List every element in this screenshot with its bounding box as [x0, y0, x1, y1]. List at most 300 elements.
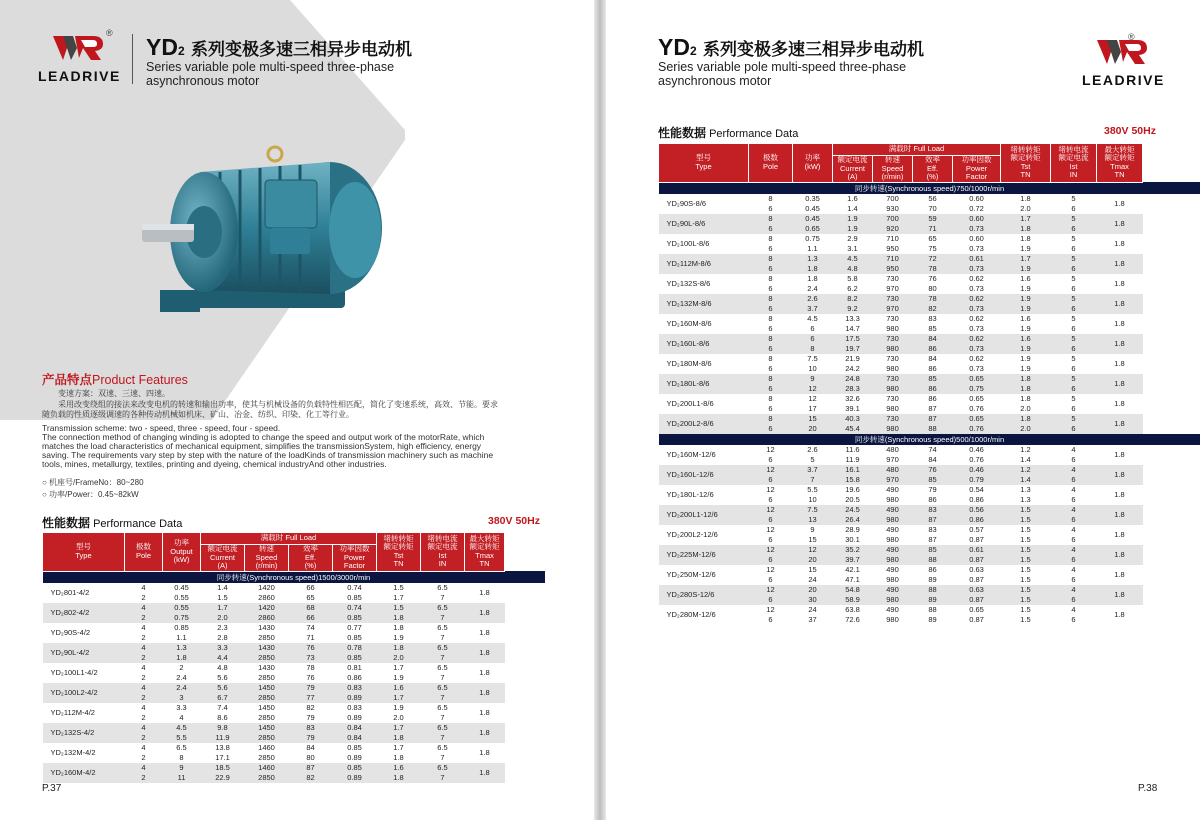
table-cell: 71 [289, 633, 333, 643]
table-cell: 3 [163, 693, 201, 703]
table-cell: 4 [125, 763, 163, 773]
table-cell: 78 [913, 294, 953, 304]
tmax-value: 1.8 [465, 583, 505, 603]
table-cell: 4 [125, 723, 163, 733]
section-label: 同步转速(Synchronous speed)1500/3000r/min [43, 571, 545, 583]
table-cell: 0.73 [953, 324, 1001, 334]
features-cn-line2: 采用改变绕组的接法来改变电机的转速和输出功率，使其与机械设备的负载特性相匹配，简化了变速系统，高效、节能。要求 [58, 400, 498, 409]
table-row [43, 603, 545, 613]
col-tmax: 最大转矩 额定转矩 Tmax TN [1097, 144, 1143, 183]
table-cell: 82 [289, 703, 333, 713]
table-cell: 6.5 [163, 743, 201, 753]
table-cell: 8 [749, 374, 793, 384]
table-cell: 0.74 [333, 603, 377, 613]
table-cell: 84 [913, 334, 953, 344]
table-row [43, 703, 545, 713]
table-row [659, 294, 1200, 304]
table-cell: 6 [1051, 224, 1097, 234]
table-cell: 0.85 [163, 623, 201, 633]
table-cell: 1.5 [1001, 565, 1051, 575]
table-cell: 4.5 [833, 254, 873, 264]
table-cell: 15 [793, 535, 833, 545]
table-cell: 0.62 [953, 334, 1001, 344]
table-cell: 17.5 [833, 334, 873, 344]
table-cell: 1.6 [1001, 274, 1051, 284]
table-cell: 0.85 [333, 763, 377, 773]
table-cell: 6.5 [421, 743, 465, 753]
table-cell: 1.9 [1001, 354, 1051, 364]
tmax-value: 1.8 [465, 703, 505, 723]
table-cell: 1430 [245, 643, 289, 653]
tmax-value: 1.8 [1097, 565, 1143, 585]
table-cell: 0.45 [793, 204, 833, 214]
table-cell: 6 [749, 204, 793, 214]
table-cell: 2 [125, 753, 163, 763]
tmax-value: 1.8 [465, 603, 505, 623]
table-cell: 2850 [245, 713, 289, 723]
table-cell: 1.6 [833, 194, 873, 204]
table-cell: 980 [873, 384, 913, 394]
table-cell: 2.0 [377, 713, 421, 723]
table-cell: 65 [289, 593, 333, 603]
table-cell: 0.72 [953, 204, 1001, 214]
table-cell: 4.5 [793, 314, 833, 324]
power-range: ○ 功率/Power：0.45~82kW [42, 490, 139, 499]
tmax-value: 1.8 [1097, 545, 1143, 565]
table-cell: 9 [793, 525, 833, 535]
table-cell: 66 [289, 583, 333, 593]
table-cell: 11 [163, 773, 201, 783]
table-cell: 490 [873, 485, 913, 495]
table-cell: 86 [913, 495, 953, 505]
model-type: YD₂160M-8/6 [659, 314, 749, 334]
tmax-value: 1.8 [1097, 274, 1143, 294]
table-cell: 12 [749, 585, 793, 595]
model-type: YD₂180M-8/6 [659, 354, 749, 374]
table-cell: 4 [125, 703, 163, 713]
table-cell: 68 [289, 603, 333, 613]
table-cell: 0.46 [953, 445, 1001, 455]
table-cell: 0.62 [953, 294, 1001, 304]
brand-logo-right [1082, 34, 1165, 88]
table-cell: 8 [749, 414, 793, 424]
table-cell: 74 [289, 623, 333, 633]
table-cell: 5.6 [201, 673, 245, 683]
table-cell: 920 [873, 224, 913, 234]
tmax-value: 1.8 [1097, 414, 1143, 434]
table-cell: 0.76 [953, 424, 1001, 434]
col-type: 型号 Type [659, 144, 749, 183]
features-en-line3: matches the load characteristics of mechanical equipment, simplifies the transmissionSystem, high efficiency, energy [42, 441, 482, 451]
table-cell: 8 [749, 194, 793, 204]
table-cell: 2.0 [1001, 424, 1051, 434]
table-cell: 5 [1051, 334, 1097, 344]
table-cell: 5 [1051, 414, 1097, 424]
model-type: YD₂180L-12/6 [659, 485, 749, 505]
table-cell: 87 [913, 535, 953, 545]
model-type: YD₂90L-8/6 [659, 214, 749, 234]
col-power-factor: 功率因数 Power Factor [333, 545, 377, 572]
tmax-value: 1.8 [1097, 374, 1143, 394]
tmax-value: 1.8 [465, 643, 505, 663]
table-cell: 6.5 [421, 643, 465, 653]
perf-heading-left: 性能数据 Performance Data [42, 516, 183, 530]
table-cell: 1.5 [201, 593, 245, 603]
table-cell: 10 [793, 364, 833, 374]
table-cell: 0.87 [953, 615, 1001, 625]
table-cell: 1.5 [1001, 585, 1051, 595]
table-cell: 2850 [245, 753, 289, 763]
table-cell: 1420 [245, 583, 289, 593]
table-cell: 490 [873, 605, 913, 615]
table-cell: 1.8 [793, 264, 833, 274]
table-cell: 1.7 [1001, 254, 1051, 264]
col-full-load: 满载时 Full Load [201, 533, 377, 545]
table-cell: 80 [913, 284, 953, 294]
table-cell: 13.8 [201, 743, 245, 753]
page-number-left: P.37 [42, 783, 62, 794]
table-cell: 480 [873, 465, 913, 475]
frame-number-range: ○ 机座号/FrameNo：80~280 [42, 478, 144, 487]
table-cell: 490 [873, 525, 913, 535]
section-row [659, 182, 1200, 194]
performance-table-right [658, 143, 1200, 625]
table-cell: 54.8 [833, 585, 873, 595]
table-cell: 79 [289, 733, 333, 743]
table-row [43, 643, 545, 653]
tmax-value: 1.8 [1097, 605, 1143, 625]
table-cell: 88 [913, 555, 953, 565]
table-cell: 1.7 [377, 663, 421, 673]
table-cell: 4 [1051, 505, 1097, 515]
table-cell: 6 [749, 615, 793, 625]
table-row [659, 314, 1200, 324]
table-cell: 2 [125, 713, 163, 723]
tmax-value: 1.8 [1097, 294, 1143, 314]
table-cell: 1.9 [1001, 264, 1051, 274]
table-cell: 2850 [245, 653, 289, 663]
table-cell: 0.75 [953, 384, 1001, 394]
table-cell: 6 [1051, 535, 1097, 545]
brand-name: LEADRIVE [1082, 72, 1165, 88]
voltage-right: 380V 50Hz [1104, 125, 1156, 137]
table-cell: 4 [125, 743, 163, 753]
table-cell: 950 [873, 264, 913, 274]
table-cell: 980 [873, 424, 913, 434]
table-cell: 2.4 [163, 673, 201, 683]
table-cell: 5 [1051, 274, 1097, 284]
table-cell: 12 [749, 465, 793, 475]
table-cell: 77 [289, 693, 333, 703]
table-cell: 490 [873, 505, 913, 515]
table-cell: 0.73 [953, 344, 1001, 354]
table-cell: 1.6 [377, 763, 421, 773]
col-pole: 极数 Pole [749, 144, 793, 183]
table-cell: 1.9 [377, 703, 421, 713]
table-cell: 6 [793, 324, 833, 334]
table-cell: 80 [289, 753, 333, 763]
table-cell: 83 [913, 505, 953, 515]
table-cell: 88 [913, 605, 953, 615]
table-cell: 24.2 [833, 364, 873, 374]
table-cell: 4 [1051, 585, 1097, 595]
model-type: YD₂160M-4/2 [43, 763, 125, 783]
table-cell: 0.87 [953, 535, 1001, 545]
table-cell: 75 [913, 244, 953, 254]
table-cell: 6 [749, 575, 793, 585]
table-cell: 1.3 [1001, 485, 1051, 495]
table-cell: 79 [289, 683, 333, 693]
table-cell: 730 [873, 294, 913, 304]
table-cell: 980 [873, 575, 913, 585]
table-cell: 0.55 [163, 593, 201, 603]
table-cell: 6 [1051, 344, 1097, 354]
col-eff: 效率 Eff. (%) [289, 545, 333, 572]
col-tst: 堵转转矩 额定转矩 Tst TN [1001, 144, 1051, 183]
table-cell: 40.3 [833, 414, 873, 424]
registered-mark: ® [1128, 32, 1135, 42]
table-cell: 0.65 [953, 394, 1001, 404]
table-cell: 4.8 [833, 264, 873, 274]
table-cell: 6 [1051, 475, 1097, 485]
table-cell: 1.5 [1001, 515, 1051, 525]
table-cell: 15 [793, 414, 833, 424]
table-cell: 79 [913, 485, 953, 495]
table-cell: 11.9 [201, 733, 245, 743]
table-cell: 2850 [245, 693, 289, 703]
table-cell: 1.5 [1001, 505, 1051, 515]
table-cell: 490 [873, 585, 913, 595]
table-cell: 9 [163, 763, 201, 773]
table-cell: 86 [913, 344, 953, 354]
table-cell: 0.65 [953, 414, 1001, 424]
table-cell: 2 [125, 673, 163, 683]
table-cell: 0.85 [333, 593, 377, 603]
table-cell: 0.81 [333, 663, 377, 673]
table-cell: 6.5 [421, 583, 465, 593]
leadrive-logo-icon [49, 30, 109, 66]
model-type: YD₂100L2-4/2 [43, 683, 125, 703]
table-cell: 4 [125, 663, 163, 673]
table-cell: 1.8 [1001, 384, 1051, 394]
page-number-right: P.38 [1138, 783, 1158, 794]
tmax-value: 1.8 [465, 663, 505, 683]
table-cell: 13 [793, 515, 833, 525]
table-cell: 1.4 [201, 583, 245, 593]
table-cell: 4.8 [201, 663, 245, 673]
table-cell: 12 [749, 505, 793, 515]
table-cell: 2 [125, 733, 163, 743]
table-cell: 8 [749, 314, 793, 324]
table-cell: 0.61 [953, 254, 1001, 264]
table-cell: 76 [913, 274, 953, 284]
table-cell: 83 [913, 314, 953, 324]
tmax-value: 1.8 [1097, 254, 1143, 274]
table-cell: 2.3 [201, 623, 245, 633]
table-cell: 1.5 [1001, 605, 1051, 615]
table-cell: 5 [1051, 294, 1097, 304]
table-cell: 6 [1051, 244, 1097, 254]
model-type: YD₂280M-12/6 [659, 605, 749, 625]
section-row [43, 571, 545, 583]
model-type: YD₂225M-12/6 [659, 545, 749, 565]
table-cell: 0.89 [333, 753, 377, 763]
table-cell: 970 [873, 304, 913, 314]
table-row [43, 683, 545, 693]
table-cell: 78 [289, 663, 333, 673]
table-cell: 7 [793, 475, 833, 485]
features-cn-line3: 随负载的性质逐级调速的各种传动机械如机床、矿山、冶金、纺织、印染、化工等行业。 [42, 410, 354, 419]
table-cell: 0.86 [333, 673, 377, 683]
table-cell: 1.9 [1001, 244, 1051, 254]
table-cell: 1.8 [377, 643, 421, 653]
table-cell: 1450 [245, 683, 289, 693]
table-cell: 7 [421, 613, 465, 623]
table-cell: 6 [1051, 615, 1097, 625]
table-cell: 5 [1051, 354, 1097, 364]
table-cell: 66 [289, 613, 333, 623]
table-cell: 6 [1051, 595, 1097, 605]
table-cell: 970 [873, 455, 913, 465]
tmax-value: 1.8 [1097, 214, 1143, 234]
table-cell: 2850 [245, 733, 289, 743]
table-cell: 7 [421, 733, 465, 743]
brand-logo [38, 30, 121, 84]
table-cell: 19.6 [833, 485, 873, 495]
table-cell: 6 [1051, 575, 1097, 585]
table-cell: 6 [749, 535, 793, 545]
page-title-right: YD2 系列变极多速三相异步电动机 [658, 34, 925, 60]
table-cell: 0.65 [953, 374, 1001, 384]
table-cell: 3.1 [833, 244, 873, 254]
model-type: YD₂160L-12/6 [659, 465, 749, 485]
table-cell: 2.0 [1001, 204, 1051, 214]
table-cell: 0.65 [793, 224, 833, 234]
table-cell: 24.5 [833, 505, 873, 515]
table-cell: 8.2 [833, 294, 873, 304]
tmax-value: 1.8 [465, 743, 505, 763]
table-cell: 6 [1051, 404, 1097, 414]
table-cell: 24 [793, 605, 833, 615]
table-cell: 9 [793, 374, 833, 384]
tmax-value: 1.8 [465, 683, 505, 703]
table-cell: 0.74 [333, 583, 377, 593]
table-cell: 1.4 [1001, 475, 1051, 485]
table-cell: 83 [289, 723, 333, 733]
table-cell: 63.8 [833, 605, 873, 615]
table-cell: 6 [749, 264, 793, 274]
col-current: 额定电流 Current (A) [833, 156, 873, 183]
table-cell: 72 [913, 254, 953, 264]
table-cell: 0.78 [333, 643, 377, 653]
table-cell: 6.5 [421, 723, 465, 733]
left-page [0, 0, 594, 820]
table-cell: 3.3 [163, 703, 201, 713]
table-cell: 42.1 [833, 565, 873, 575]
table-cell: 87 [913, 404, 953, 414]
table-cell: 0.73 [953, 304, 1001, 314]
table-row [659, 414, 1200, 424]
tmax-value: 1.8 [1097, 505, 1143, 525]
table-row [659, 545, 1200, 555]
table-cell: 1.8 [377, 623, 421, 633]
table-cell: 82 [289, 773, 333, 783]
table-cell: 4 [1051, 605, 1097, 615]
col-power-factor: 功率因数 Power Factor [953, 156, 1001, 183]
table-cell: 1.9 [833, 224, 873, 234]
table-cell: 6 [749, 284, 793, 294]
table-cell: 22.9 [201, 773, 245, 783]
table-cell: 6 [749, 555, 793, 565]
book-gutter [594, 0, 606, 820]
table-cell: 0.63 [953, 565, 1001, 575]
table-cell: 1.9 [1001, 344, 1051, 354]
table-cell: 59 [913, 214, 953, 224]
section-label: 同步转速(Synchronous speed)500/1000r/min [659, 434, 1200, 445]
table-cell: 1.9 [1001, 304, 1051, 314]
table-cell: 13.3 [833, 314, 873, 324]
table-cell: 730 [873, 374, 913, 384]
table-cell: 1.5 [377, 603, 421, 613]
table-row [659, 505, 1200, 515]
table-cell: 12 [793, 545, 833, 555]
motor-image [140, 140, 410, 340]
table-cell: 2850 [245, 773, 289, 783]
table-cell: 0.87 [953, 575, 1001, 585]
table-cell: 1.7 [377, 593, 421, 603]
table-cell: 5.5 [163, 733, 201, 743]
table-cell: 8 [163, 753, 201, 763]
table-row [659, 334, 1200, 344]
table-cell: 20 [793, 555, 833, 565]
features-cn-line1: 变速方案：双速、三速、四速。 [58, 389, 170, 398]
table-row [43, 623, 545, 633]
table-cell: 6 [749, 404, 793, 414]
model-type: YD₂200L1-8/6 [659, 394, 749, 414]
model-type: YD₂200L1-12/6 [659, 505, 749, 525]
table-cell: 5 [1051, 214, 1097, 224]
table-cell: 21.9 [833, 354, 873, 364]
col-tmax: 最大转矩 额定转矩 Tmax TN [465, 533, 505, 572]
col-speed: 转速 Speed (r/min) [873, 156, 913, 183]
table-cell: 1.4 [833, 204, 873, 214]
table-cell: 0.76 [953, 455, 1001, 465]
table-cell: 12 [749, 525, 793, 535]
table-cell: 0.45 [163, 583, 201, 593]
table-cell: 7 [421, 713, 465, 723]
table-cell: 0.62 [953, 274, 1001, 284]
table-cell: 5 [1051, 194, 1097, 204]
table-cell: 6.5 [421, 603, 465, 613]
table-cell: 1.6 [1001, 314, 1051, 324]
table-cell: 84 [913, 354, 953, 364]
table-cell: 1.8 [377, 773, 421, 783]
table-cell: 12 [793, 384, 833, 394]
table-cell: 6.5 [421, 663, 465, 673]
table-cell: 0.83 [333, 703, 377, 713]
table-cell: 4 [1051, 465, 1097, 475]
table-cell: 56 [913, 194, 953, 204]
table-cell: 8 [749, 394, 793, 404]
table-cell: 20 [793, 585, 833, 595]
model-type: YD₂132S-4/2 [43, 723, 125, 743]
table-cell: 0.73 [953, 264, 1001, 274]
table-cell: 0.56 [953, 505, 1001, 515]
table-cell: 6 [1051, 304, 1097, 314]
voltage-left: 380V 50Hz [488, 515, 540, 527]
table-cell: 0.60 [953, 214, 1001, 224]
table-cell: 970 [873, 284, 913, 294]
